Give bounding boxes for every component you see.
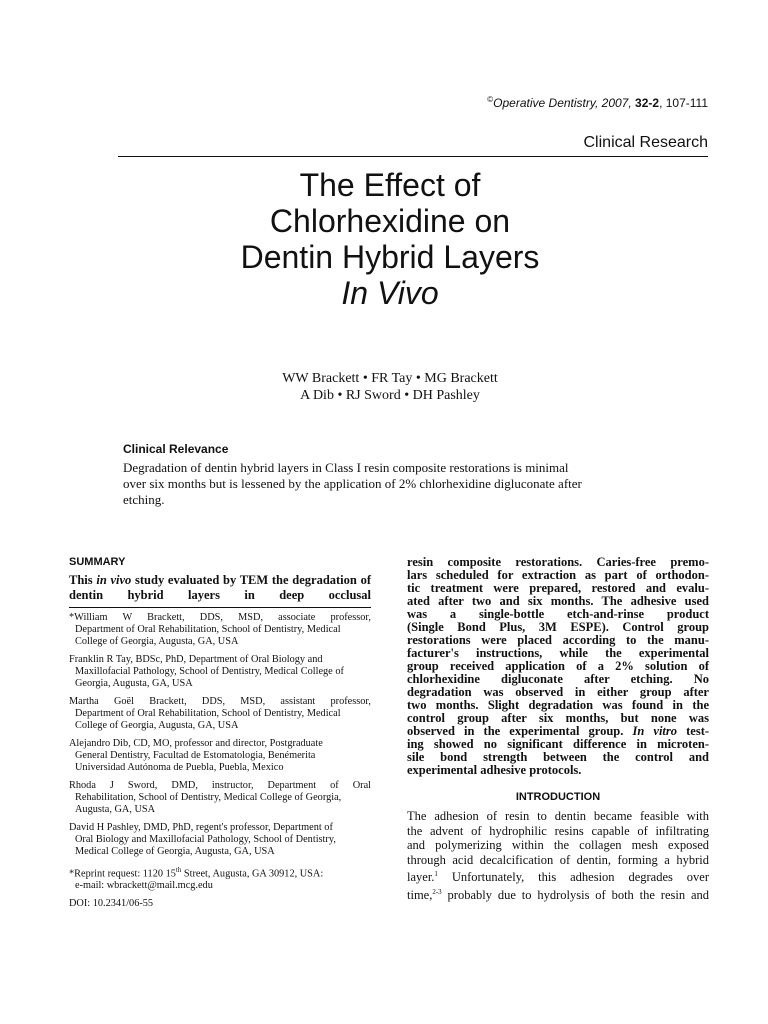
author-list — [0, 370, 768, 404]
affiliation-item: David H Pashley, DMD, PhD, regent's professor, Department of Oral Biology and Maxillofacial Pathology, School of Dentistry, Medical College of Georgia, Augusta, GA, USA — [69, 822, 336, 857]
relevance-line: over six months but is lessened by the application of 2% chlorhexidine digluconate after — [123, 476, 582, 491]
title-line: Dentin Hybrid Layers — [240, 239, 540, 275]
title-line: The Effect of — [299, 167, 481, 203]
section-label: Clinical Research — [583, 134, 708, 151]
doi: DOI: 10.2341/06-55 — [69, 898, 154, 910]
introduction-heading: INTRODUCTION — [515, 791, 601, 803]
author-line: A Dib • RJ Sword • DH Pashley — [300, 388, 480, 403]
affiliation-item: Franklin R Tay, BDSc, PhD, Department of Oral Biology and Maxillofacial Pathology, School of Dentistry, Medical College of Georgia, Augusta, GA, USA — [69, 654, 344, 689]
article-title — [0, 167, 768, 311]
summary-heading: SUMMARY — [69, 556, 126, 568]
affiliation-item: Alejandro Dib, CD, MO, professor and director, Postgraduate General Dentistry, Facultad de Estomatologia, Benémerita Universidad Autónoma de Puebla, Puebla, Mexico — [69, 738, 323, 773]
relevance-line: Degradation of dentin hybrid layers in Class I resin composite restorations is minimal — [123, 460, 569, 475]
citation-journal: Operative Dentistry, 2007, — [493, 96, 632, 110]
relevance-line: etching. — [123, 492, 165, 507]
clinical-relevance-heading: Clinical Relevance — [123, 442, 229, 456]
citation-ref[interactable]: 2-3 — [432, 887, 442, 896]
title-line: Chlorhexidine on — [269, 203, 511, 239]
affiliation-item: Rhoda J Sword, DMD, instructor, Department of Oral Rehabilitation, School of Dentistry, Medical College of Georgia, Augusta, GA, USA — [69, 780, 371, 815]
affiliations — [69, 612, 371, 916]
citation-volume: 32-2 — [635, 96, 660, 110]
reprint-request: *Reprint request: 1120 15th Street, Augusta, GA 30912, USA: e-mail: wbrackett@mail.mcg.edu — [69, 864, 371, 892]
citation-pages: , 107-111 — [659, 96, 708, 110]
header-divider — [118, 156, 708, 157]
affiliation-item: *William W Brackett, DDS, MSD, associate professor, Department of Oral Rehabilitation, School of Dentistry, Medical College of Georgia, Augusta, GA, USA — [69, 612, 371, 647]
affiliation-divider — [69, 607, 371, 608]
journal-citation — [487, 95, 708, 110]
citation-ref[interactable]: 1 — [434, 870, 438, 878]
clinical-relevance-text — [123, 460, 663, 508]
affiliation-item: Martha Goël Brackett, DDS, MSD, assistant professor, Department of Oral Rehabilitation, School of Dentistry, Medical College of Georgia, Augusta, GA, USA — [69, 696, 371, 731]
author-line: WW Brackett • FR Tay • MG Brackett — [282, 371, 498, 386]
title-line-italic: In Vivo — [341, 275, 439, 311]
summary-text-continued: resin composite restorations. Caries-free premo- lars scheduled for extraction as part of orthodon- tic treatment were prepared, restored and evalu- ated after two and six months. The adhesive used was a single-bottle etch-and-rinse product (Single Bond Plus, 3M ESPE). Control group restorations were placed according to the manu- facturer's instructions, while the experimental group received application of a 2% solution of chlorhexidine digluconate after etching. No degradation was observed in either group after two months. Slight degradation was found in the control group after six months, but none was observed in the experimental group. In vitro test- ing showed no significant difference in microten- sile bond strength between the control and experimental adhesive protocols. — [407, 555, 710, 777]
copyright-mark: © — [487, 95, 494, 104]
introduction-text: The adhesion of resin to dentin became feasible with the advent of hydrophilic resins capable of infiltrating and polymerizing within the collagen mesh exposed through acid decalcification of dentin, forming a hybrid layer.$^1$ Unfortunately, this adhesion degrades over time,$^{2-3}$ probably due to hydrolysis of both the resin and — [407, 809, 709, 902]
summary-text-start: This in vivo study evaluated by TEM the degradation of dentin hybrid layers in deep occlusal — [69, 573, 371, 602]
email-link[interactable]: e-mail: wbrackett@mail.mcg.edu — [75, 880, 213, 892]
